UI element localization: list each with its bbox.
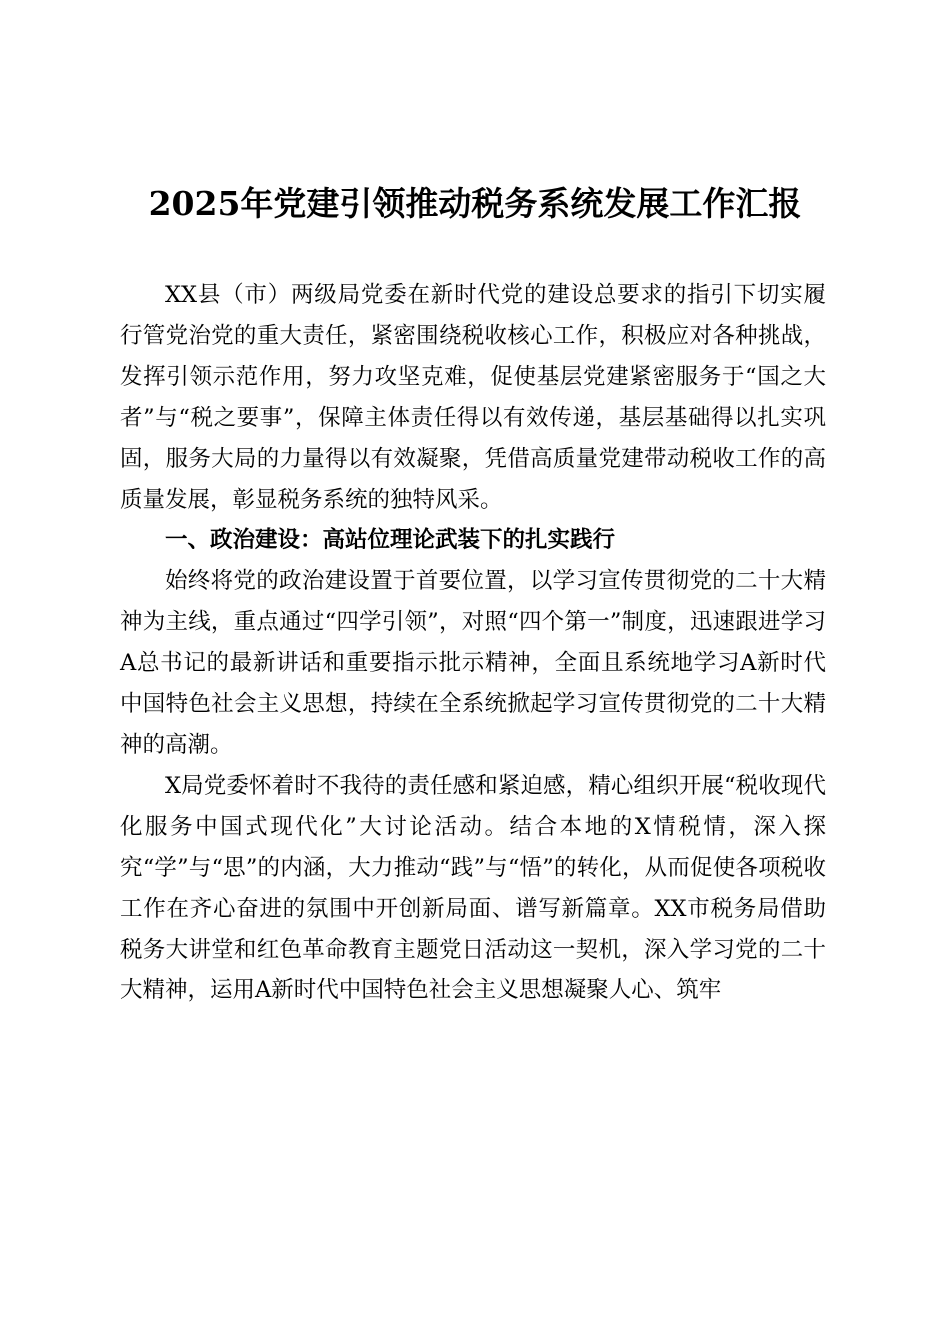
document-title: 2025年党建引领推动税务系统发展工作汇报 xyxy=(148,184,802,223)
body-paragraph: X局党委怀着时不我待的责任感和紧迫感，精心组织开展“税收现代化服务中国式现代化”大讨论活动。结合本地的X情税情，深入探究“学”与“思”的内涵，大力推动“践”与“悟”的转化，从而促使各项税收工作在齐心奋进的氛围中开创新局面、谱写新篇章。XX市税务局借助税务大讲堂和红色革命教育主题党日活动这一契机，深入学习党的二十大精神，运用A新时代中国特色社会主义思想凝聚人心、筑牢 xyxy=(120,772,826,1004)
body-paragraph: 始终将党的政治建设置于首要位置，以学习宣传贯彻党的二十大精神为主线，重点通过“四学引领”，对照“四个第一”制度，迅速跟进学习A总书记的最新讲话和重要指示批示精神，全面且系统地学习A新时代中国特色社会主义思想，持续在全系统掀起学习宣传贯彻党的二十大精神的高潮。 xyxy=(120,568,826,758)
section-heading: 一、政治建设：高站位理论武装下的扎实践行 xyxy=(165,527,616,554)
intro-paragraph: XX县（市）两级局党委在新时代党的建设总要求的指引下切实履行管党治党的重大责任，紧密围绕税收核心工作，积极应对各种挑战，发挥引领示范作用，努力攻坚克难，促使基层党建紧密服务于“国之大者”与“税之要事”，保障主体责任得以有效传递，基层基础得以扎实巩固，服务大局的力量得以有效凝聚，凭借高质量党建带动税收工作的高质量发展，彰显税务系统的独特风采。 xyxy=(120,282,826,513)
document-body xyxy=(120,275,826,1011)
